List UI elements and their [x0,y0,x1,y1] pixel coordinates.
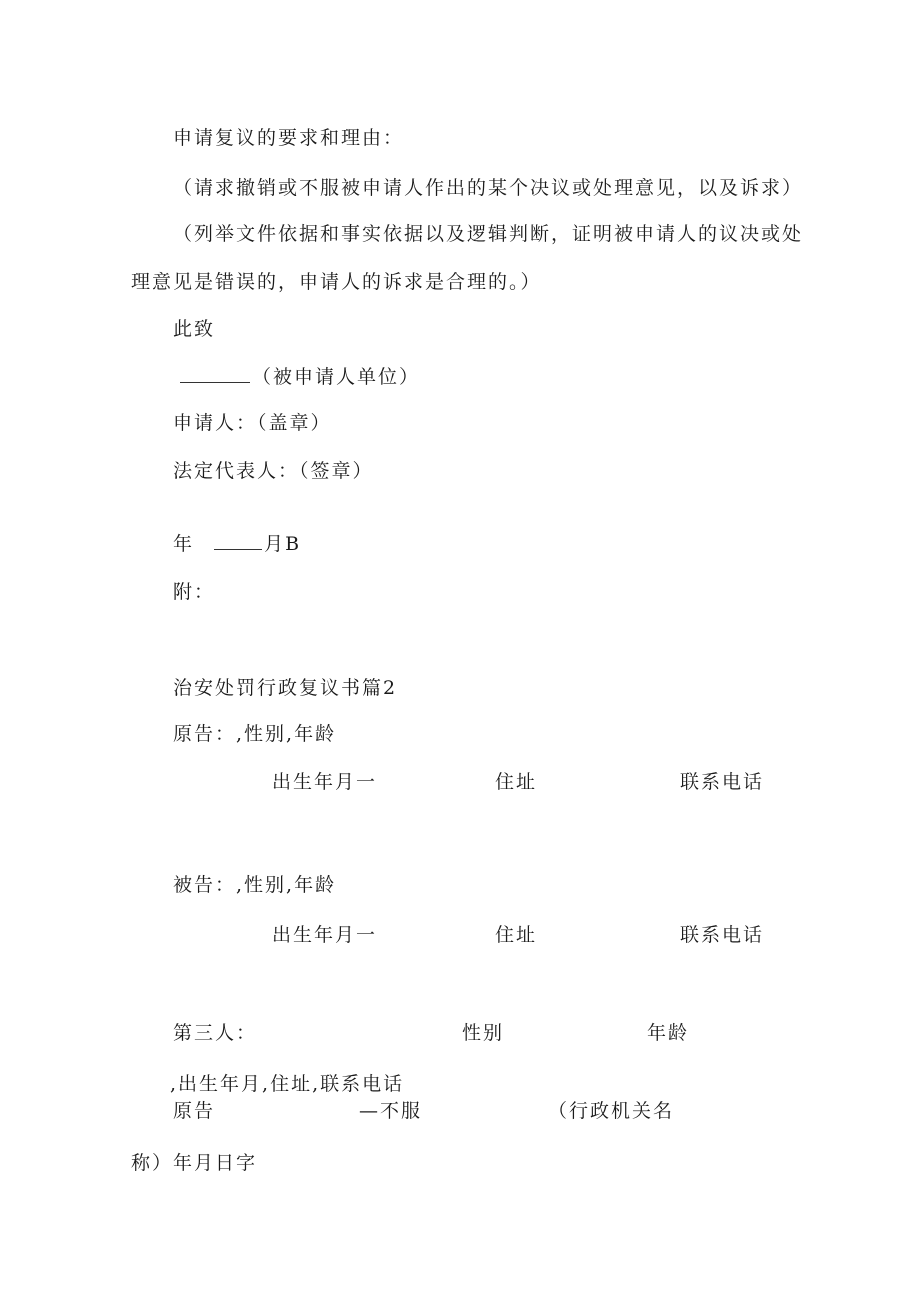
date-month-blank[interactable] [214,531,262,550]
third-party-age: 年龄 [647,1022,690,1044]
attachment-line: 附： [173,581,216,603]
date-rest: 月B [264,533,302,555]
defendant-address: 住址 [495,924,538,946]
plaintiff-label: 原告 [173,1100,216,1122]
defendant-phone: 联系电话 [680,924,765,946]
evidence-note-line2: 理意见是错误的，申请人的诉求是合理的。） [131,271,542,293]
date-line [173,531,301,556]
section-title: 治安处罚行政复议书篇2 [173,677,398,699]
plaintiff-address: 住址 [495,771,538,793]
plaintiff-phone: 联系电话 [680,771,765,793]
evidence-note-line1: （列举文件依据和事实依据以及逻辑判断，证明被申请人的议决或处 [173,223,804,245]
defendant-line: 被告：,性别,年龄 [173,874,337,896]
date-year: 年 [173,533,195,555]
legal-rep-line: 法定代表人：（签章） [173,460,374,482]
request-note: （请求撤销或不服被申请人作出的某个决议或处理意见，以及诉求） [173,177,804,199]
salutation: 此致 [173,318,216,340]
respondent-unit-label: （被申请人单位） [252,366,421,388]
agency-name: （行政机关名 [548,1100,675,1122]
plaintiff-line: 原告：,性别,年龄 [173,723,337,745]
third-party-gender: 性别 [462,1022,505,1044]
third-party-line: 第三人： [173,1022,258,1044]
not-accept: —不服 [359,1100,423,1122]
request-heading: 申请复议的要求和理由： [173,127,405,149]
plaintiff-birth: 出生年月一 [272,771,378,793]
agency-name-end: 称）年月日字 [131,1152,258,1174]
respondent-unit-line [180,364,420,389]
third-party-details: ,出生年月,住址,联系电话 [170,1073,405,1095]
defendant-birth: 出生年月一 [272,924,378,946]
respondent-unit-blank[interactable] [180,364,250,383]
applicant-line: 申请人：（盖章） [173,412,332,434]
